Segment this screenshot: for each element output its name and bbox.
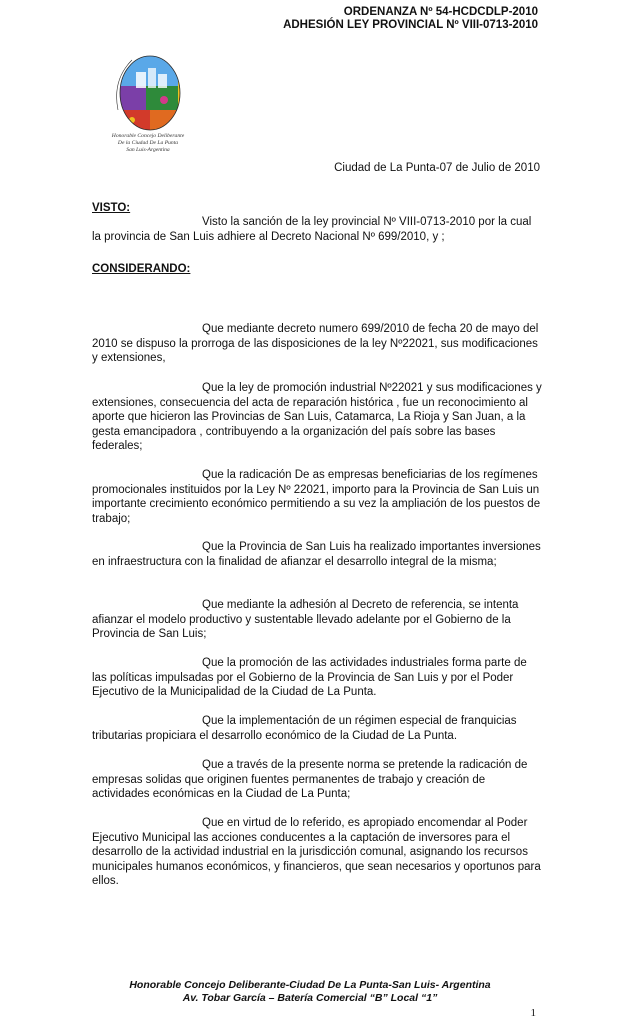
logo-caption-line: San Luis-Argentina — [126, 147, 170, 153]
ordinance-subject: ADHESIÓN LEY PROVINCIAL Nº VIII-0713-2010 — [283, 19, 538, 31]
considerando-paragraph: Que mediante la adhesión al Decreto de referencia, se intenta afianzar el modelo productivo y sustentable llevado adelante por el Gobierno de la Provincia de San Luis; — [92, 599, 519, 641]
visto-heading: VISTO: — [92, 202, 131, 214]
visto-paragraph: Visto la sanción de la ley provincial Nº VIII-0713-2010 por la cual la provincia de San Luis adhiere al Decreto Nacional Nº 699/2010, y ; — [92, 216, 532, 243]
logo-caption-line: De la Ciudad De La Punta — [117, 140, 179, 146]
considerando-paragraph: Que la ley de promoción industrial Nº22021 y sus modificaciones y extensiones, consecuencia del acta de reparación histórica , fue un reconocimiento al aporte que hicieron las Provincias de San Luis, Catamarca, La Rioja y San Juan, a la gesta emancipadora , contribuyendo a la organización del país sobre las bases federales; — [92, 382, 542, 453]
considerando-paragraph: Que en virtud de lo referido, es apropiado encomendar al Poder Ejecutivo Municipal las acciones conducentes a la captación de inversores para el desarrollo de la actividad industrial en la jurisdicción comunal, asignando los recursos municipales humanos económicos, y financieros, que sean necesarios y oportunos para ellos. — [92, 817, 541, 888]
page-number: 1 — [530, 1007, 536, 1019]
logo-caption-line: Honorable Concejo Deliberante — [111, 133, 185, 139]
date-line: Ciudad de La Punta-07 de Julio de 2010 — [334, 162, 540, 174]
considerando-paragraph: Que la Provincia de San Luis ha realizado importantes inversiones en infraestructura con la finalidad de afianzar el desarrollo integral de la misma; — [92, 541, 541, 568]
considerando-paragraph: Que a través de la presente norma se pretende la radicación de empresas solidas que originen fuentes permanentes de trabajo y creación de actividades económicas en la Ciudad de La Punta; — [92, 759, 528, 801]
ordinance-number: ORDENANZA Nº 54-HCDCDLP-2010 — [343, 6, 538, 18]
considerando-paragraph: Que mediante decreto numero 699/2010 de fecha 20 de mayo del 2010 se dispuso la prorroga de las disposiciones de la ley Nº22021, sus modificaciones y extensiones, — [92, 323, 539, 365]
considerando-paragraph: Que la radicación De as empresas beneficiarias de los regímenes promocionales instituidos por la Ley Nº 22021, importo para la Provincia de San Luis un importante crecimiento económico permitiendo a su vez la ampliación de los puestos de trabajo; — [92, 469, 541, 525]
footer-line: Honorable Concejo Deliberante-Ciudad De La Punta-San Luis- Argentina — [129, 979, 491, 991]
logo-caption — [92, 133, 204, 154]
council-logo — [108, 50, 190, 136]
considerando-heading: CONSIDERANDO: — [92, 263, 191, 275]
footer-address: Av. Tobar García – Batería Comercial “B” Local “1” — [182, 992, 438, 1004]
considerando-paragraph: Que la implementación de un régimen especial de franquicias tributarias propiciara el desarrollo económico de la Ciudad de La Punta. — [92, 715, 517, 742]
considerando-paragraph: Que la promoción de las actividades industriales forma parte de las políticas impulsadas por el Gobierno de la Provincia de San Luis y por el Poder Ejecutivo de la Municipalidad de la Ciudad de La Punta. — [92, 657, 527, 699]
